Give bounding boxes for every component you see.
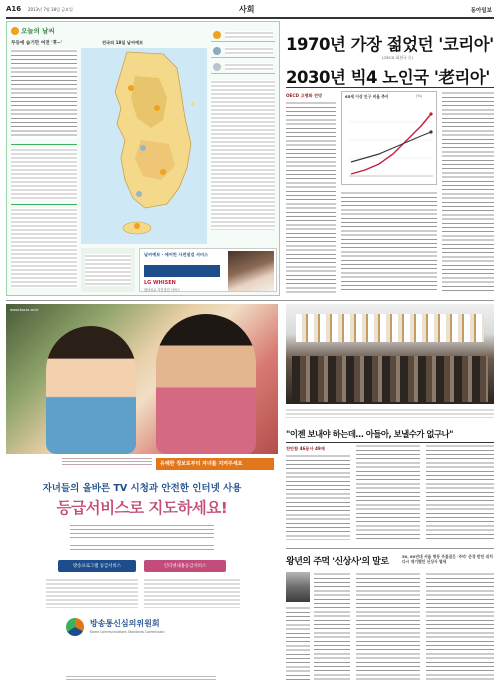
org-name-en: Korea Communications Standards Commission <box>90 630 165 634</box>
ad-tagline: 유해한 정보로부터 자녀를 지켜주세요 <box>160 461 243 467</box>
chart-title: 65세 이상 인구 비율 추이 <box>345 94 389 99</box>
photo-col-1 <box>286 454 350 540</box>
internet-rating-label: 인터넷내용등급서비스 <box>163 564 207 569</box>
regional-forecast-list <box>211 28 275 238</box>
ad-body-2 <box>70 542 214 550</box>
section-divider-2 <box>286 548 494 549</box>
cloud-sun-icon <box>213 31 221 39</box>
weather-subtitle: 무등에 습기만 여전 '후~' <box>11 41 63 46</box>
world-forecast-table <box>11 204 77 290</box>
lead-label: OECD 고령화 전망 <box>286 93 323 98</box>
chart-unit: (%) <box>416 94 423 98</box>
lead-headline-2: 2030년 빅4 노인국 '老리아' <box>286 68 490 87</box>
brand-subtitle: 원터치로 사전점검 서비스 <box>144 288 180 292</box>
weather-ad-title: 날씨예보 · 에어컨 사전점검 서비스 <box>144 252 209 257</box>
ad-intro-text <box>62 456 152 466</box>
lead-column-1 <box>286 101 336 293</box>
photo-col-2 <box>356 444 420 540</box>
korea-weather-map <box>81 48 207 244</box>
masthead-rule <box>6 17 494 19</box>
org-logo-icon <box>66 618 84 636</box>
weather-panel <box>6 21 280 296</box>
page-number: A16 <box>6 5 22 13</box>
aging-chart <box>341 91 437 185</box>
weather-text <box>11 49 77 139</box>
program-rating-button[interactable] <box>58 560 136 572</box>
lead-column-3 <box>442 91 494 293</box>
ad-photo <box>6 304 278 454</box>
ad-footer <box>66 674 216 680</box>
ad-model-photo <box>228 251 274 291</box>
weather-ad[interactable] <box>139 248 277 292</box>
issue-date: 2013년 7월 18일 금요일 <box>28 7 73 12</box>
bottom-col-3 <box>426 572 494 680</box>
bottom-portrait <box>286 572 310 602</box>
ad-details-right <box>144 578 240 608</box>
photo-story <box>286 304 494 544</box>
brand-logo: LG WHISEN <box>144 280 176 286</box>
city-forecast-table <box>11 144 77 200</box>
sun-icon <box>11 27 19 35</box>
bottom-story <box>286 552 494 684</box>
weather-ad-left-panel <box>81 248 135 292</box>
section-divider-1 <box>6 300 494 301</box>
photo-subhead: 천안함 46용사 49재 <box>286 446 325 451</box>
rain-icon <box>213 47 221 55</box>
ad-body <box>70 522 214 538</box>
cloud-icon <box>213 63 221 71</box>
ad-headline: 등급서비스로 지도하세요! <box>56 499 228 517</box>
weather-title: 오늘의 날씨 <box>21 27 55 35</box>
lead-headline-1: 1970년 가장 젊었던 '코리아' <box>286 35 494 54</box>
photo-col-3 <box>426 444 494 540</box>
lead-column-2 <box>341 191 437 293</box>
map-title: 전국의 18일 날씨예보 <box>102 40 144 45</box>
bottom-col-1 <box>314 572 350 680</box>
father-figure <box>156 314 256 454</box>
chart-plot <box>345 102 435 182</box>
ad-lead: 자녀들의 올바른 TV 시청과 안전한 인터넷 사용 <box>42 483 242 494</box>
line-series-oecd <box>351 132 431 162</box>
bottom-headline: 왕년의 주먹 '신상사'의 말로 <box>286 557 389 567</box>
lead-credit: (OECD 회원국 중) <box>382 55 414 60</box>
weather-ad-highlight <box>144 265 220 277</box>
ad-tagline-box <box>156 458 274 470</box>
lead-rule <box>286 87 494 88</box>
org-logo-block <box>66 616 216 642</box>
weather-header <box>11 26 75 36</box>
photo-rule <box>286 442 494 443</box>
photo-headline: "이젠 보내야 하는데… 아들아, 보낼수가 없구나" <box>286 429 453 439</box>
memorial-photo <box>286 304 494 404</box>
paper-name: 동아일보 <box>470 8 492 14</box>
kocsc-ad[interactable] <box>6 304 278 684</box>
org-name: 방송통신심의위원회 <box>90 619 160 628</box>
ad-details-left <box>46 578 138 608</box>
ad-url[interactable]: www.kocsc.or.kr <box>10 308 39 312</box>
masthead <box>6 3 494 17</box>
child-figure <box>46 326 136 454</box>
lead-story <box>286 21 494 296</box>
section-title: 사회 <box>239 5 255 14</box>
line-series-korea <box>351 114 431 174</box>
internet-rating-button[interactable] <box>144 560 226 572</box>
bottom-col-2 <box>356 572 420 680</box>
bottom-col-1b <box>286 606 310 680</box>
photo-caption <box>286 408 494 418</box>
program-rating-label: 방송프로그램 등급서비스 <box>72 564 122 569</box>
bottom-subhead: 50, 60년대 서울 명동 주름잡은 '주먹' 존경 받던 위치 다시 재기했던 신상사 별세 <box>402 554 493 564</box>
